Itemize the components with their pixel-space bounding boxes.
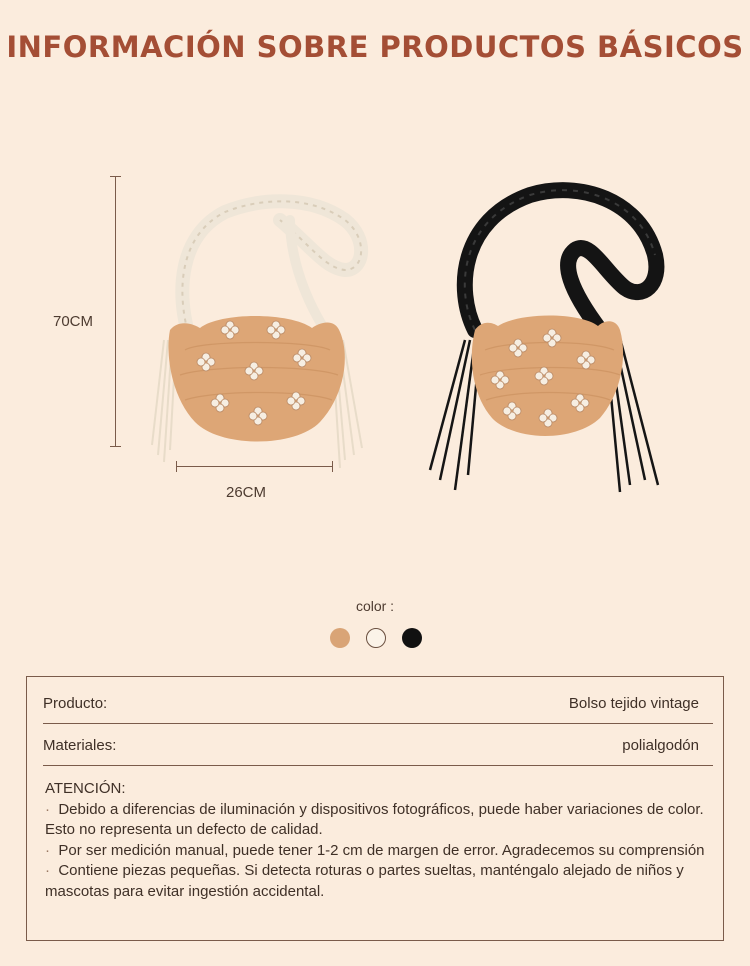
product-image-black-bag (420, 180, 670, 500)
attention-notes (45, 779, 709, 902)
attention-item: · Debido a diferencias de iluminación y dispositivos fotográficos, puede haber variaciones de color. Esto no representa un defecto de calidad. (45, 800, 704, 838)
color-swatch-tan[interactable] (330, 628, 350, 648)
product-info-box (26, 676, 724, 941)
spec-row-materials (43, 729, 713, 766)
height-dimension-label: 70CM (53, 313, 94, 330)
color-swatch-cream[interactable] (366, 628, 386, 648)
product-image-natural-bag (140, 190, 380, 480)
attention-item: · Por ser medición manual, puede tener 1-2 cm de margen de error. Agradecemos su comprensión (45, 841, 705, 859)
spec-value-materials: polialgodón (622, 737, 699, 754)
height-dimension-line (115, 176, 116, 446)
spec-value-product: Bolso tejido vintage (568, 695, 699, 712)
attention-item: · Contiene piezas pequeñas. Si detecta roturas o partes sueltas, manténgalo alejado de niños y mascotas para evitar ingestión accidental. (45, 862, 684, 900)
spec-key-product: Producto: (43, 695, 108, 712)
attention-heading: ATENCIÓN: (45, 780, 126, 797)
color-label: color : (355, 598, 395, 614)
color-swatch-black[interactable] (402, 628, 422, 648)
height-dimension-cap-bottom (110, 446, 121, 447)
spec-row-product (43, 687, 713, 724)
page-title: INFORMACIÓN SOBRE PRODUCTOS BÁSICOS (6, 30, 744, 64)
height-dimension-cap-top (110, 176, 121, 177)
spec-key-materials: Materiales: (43, 737, 117, 754)
width-dimension-label: 26CM (226, 484, 267, 501)
